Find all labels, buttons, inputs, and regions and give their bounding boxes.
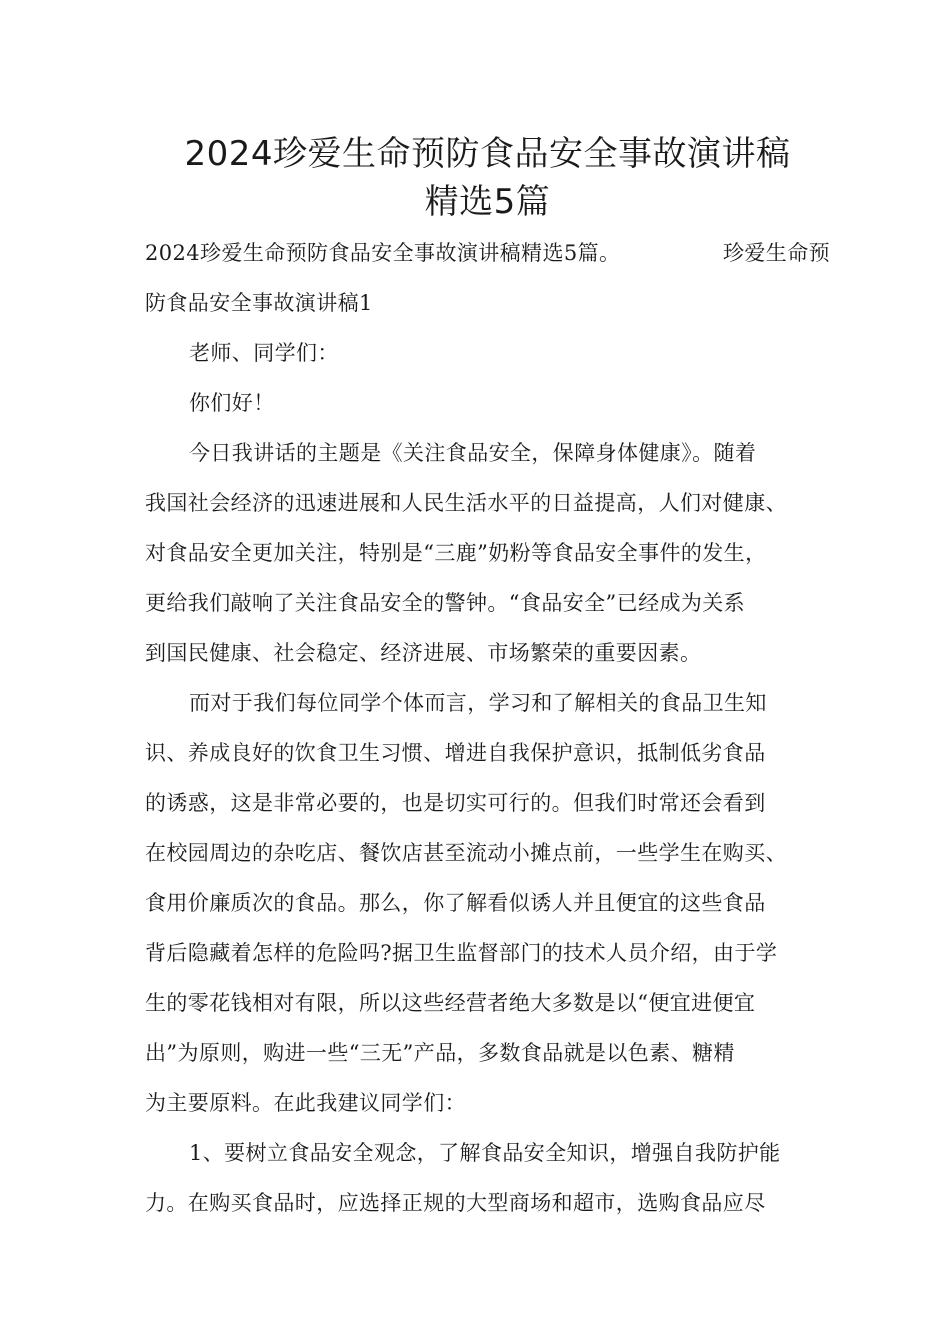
paragraph-line: 今日我讲话的主题是《关注食品安全，保障身体健康》。随着	[189, 441, 757, 465]
paragraph-line: 食用价廉质次的食品。那么，你了解看似诱人并且便宜的这些食品	[145, 891, 766, 915]
paragraph-line: 对食品安全更加关注，特别是“三鹿”奶粉等食品安全事件的发生，	[145, 541, 767, 565]
paragraph-line: 在校园周边的杂吃店、餐饮店甚至流动小摊点前，一些学生在购买、	[145, 841, 787, 865]
document-page	[145, 130, 830, 1228]
paragraph-line: 而对于我们每位同学个体而言，学习和了解相关的食品卫生知	[189, 691, 767, 715]
intro-text-left: 2024珍爱生命预防食品安全事故演讲稿精选5篇。	[145, 241, 621, 265]
paragraph-line: 出”为原则，购进一些“三无”产品，多数食品就是以色素、糖精	[145, 1041, 735, 1065]
document-title	[145, 130, 830, 226]
title-line-1: 2024珍爱生命预防食品安全事故演讲稿	[184, 134, 791, 174]
intro-line	[145, 228, 830, 278]
greeting-teachers: 老师、同学们：	[189, 341, 339, 365]
paragraph-line: 到国民健康、社会稳定、经济进展、市场繁荣的重要因素。	[145, 641, 702, 665]
paragraph-3	[145, 1128, 830, 1228]
paragraph-2	[145, 678, 830, 1128]
paragraph-line: 的诱惑，这是非常必要的，也是切实可行的。但我们时常还会看到	[145, 791, 766, 815]
intro-text-right: 珍爱生命预	[723, 241, 830, 265]
paragraph-line: 1、要树立食品安全观念，了解食品安全知识，增强自我防护能	[189, 1141, 781, 1165]
paragraph-line: 为主要原料。在此我建议同学们：	[145, 1091, 466, 1115]
paragraph-line: 背后隐藏着怎样的危险吗?据卫生监督部门的技术人员介绍，由于学	[145, 941, 778, 965]
paragraph-line: 我国社会经济的迅速进展和人民生活水平的日益提高，人们对健康、	[145, 491, 787, 515]
paragraph-line: 识、养成良好的饮食卫生习惯、增进自我保护意识，抵制低劣食品	[145, 741, 766, 765]
intro-line-2: 防食品安全事故演讲稿1	[145, 291, 373, 315]
paragraph-line: 生的零花钱相对有限，所以这些经营者绝大多数是以“便宜进便宜	[145, 991, 756, 1015]
paragraph-line: 更给我们敲响了关注食品安全的警钟。“食品安全”已经成为关系	[145, 591, 746, 615]
document-body	[145, 228, 830, 1228]
title-line-2: 精选5篇	[424, 182, 551, 222]
greeting-hello: 你们好！	[189, 391, 275, 415]
paragraph-line: 力。在购买食品时，应选择正规的大型商场和超市，选购食品应尽	[145, 1191, 766, 1215]
paragraph-1	[145, 428, 830, 678]
